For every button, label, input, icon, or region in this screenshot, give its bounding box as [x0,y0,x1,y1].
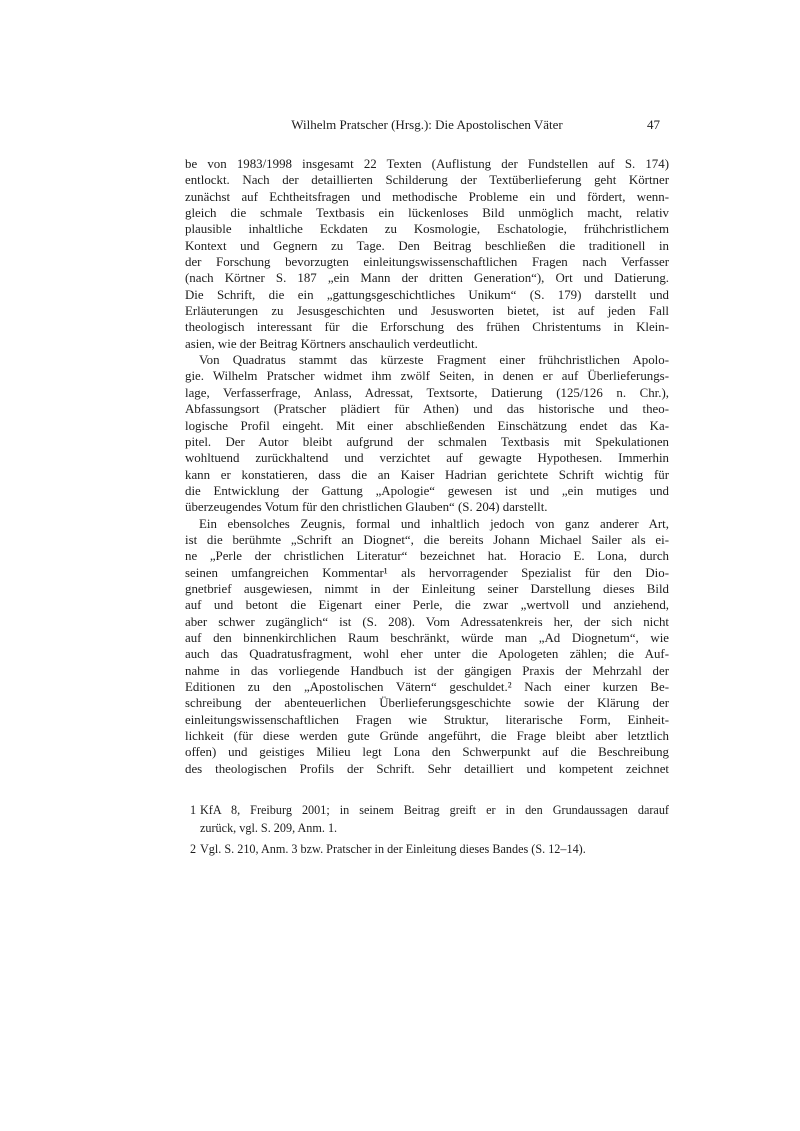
text-line: des theologischen Profils der Schrift. Sehr detailliert und kompetent zeichnet [185,761,669,776]
text-block [185,117,669,858]
footnote [185,801,669,837]
running-title: Wilhelm Pratscher (Hrsg.): Die Apostolischen Väter [291,117,563,132]
text-line: Editionen zu den „Apostolischen Vätern“ geschuldet.² Nach einer kurzen Be- [185,680,669,694]
text-line: auch das Quadratusfragment, wohl eher unter die Apologeten zählen; die Auf- [185,647,669,662]
text-line: gie. Wilhelm Pratscher widmet ihm zwölf Seiten, in denen er auf Überlieferungs- [185,369,669,384]
text-line: wohltuend zurückhaltend und verzichtet auf gewagte Hypothesen. Immerhin [185,451,669,466]
footnote-text [200,801,669,837]
text-line: die Entwicklung der Gattung „Apologie“ gewesen ist und „ein mutiges und [185,483,669,498]
text-line: be von 1983/1998 insgesamt 22 Texten (Auflistung der Fundstellen auf S. 174) [185,157,669,171]
paragraph [185,156,669,352]
footnote-line: Vgl. S. 210, Anm. 3 bzw. Pratscher in der Einleitung dieses Bandes (S. 12–14). [200,842,586,857]
footnote-marker: 1 [190,803,197,818]
text-line: einleitungswissenschaftlichen Fragen wie Struktur, literarische Form, Einheit- [185,712,669,727]
text-line: logische Profil eingeht. Mit einer abschließenden Einschätzung endet das Ka- [185,418,669,433]
footnote-marker: 2 [190,842,197,857]
text-line: auf und betont die Eigenart einer Perle, die zwar „wertvoll und anziehend, [185,598,669,613]
text-line: gnetbrief ausgewiesen, nimmt in der Einleitung seiner Darstellung dieses Bild [185,581,669,596]
footnote-text [200,840,669,858]
text-line: Von Quadratus stammt das kürzeste Fragment einer frühchristlichen Apolo- [199,353,669,368]
text-line: pitel. Der Autor bleibt aufgrund der schmalen Textbasis mit Spekulationen [185,434,669,449]
text-line: überzeugendes Votum für den christlichen Glauben“ (S. 204) darstellt. [185,500,548,515]
page-header [185,117,669,133]
text-line: offen) und geistiges Milieu legt Lona den Schwerpunkt auf die Beschreibung [185,745,669,760]
text-line: (nach Körtner S. 187 „ein Mann der dritten Generation“), Ort und Datierung. [185,271,669,286]
text-line: asien, wie der Beitrag Körtners anschaulich verdeutlicht. [185,336,478,351]
text-line: kann er konstatieren, dass die an Kaiser Hadrian gerichtete Schrift wichtig für [185,467,669,482]
footnote [185,840,669,858]
text-line: der Forschung bevorzugten einleitungswissenschaftlichen Fragen nach Verfasser [185,255,669,270]
text-line: plausible inhaltliche Eckdaten zu Kosmologie, Eschatologie, frühchristlichem [185,222,669,237]
footnotes [185,801,669,858]
text-line: lage, Verfasserfrage, Anlass, Adressat, Textsorte, Datierung (125/126 n. Chr.), [185,385,669,400]
text-line: gleich die schmale Textbasis ein lückenloses Bild unmöglich macht, relativ [185,206,669,221]
text-line: nahme in das vorliegende Handbuch ist der gängigen Praxis der Mehrzahl der [185,663,669,678]
body-text [185,156,669,777]
text-line: seinen umfangreichen Kommentar¹ als hervorragender Spezialist für den Dio- [185,565,669,580]
paragraph [185,352,669,515]
text-line: ist die berühmte „Schrift an Diognet“, die bereits Johann Michael Sailer als ei- [185,532,669,547]
text-line: ne „Perle der christlichen Literatur“ bezeichnet hat. Horacio E. Lona, durch [185,549,669,564]
paragraph [185,516,669,778]
text-line: lichkeit (für diese werden gute Gründe angeführt, die Frage bleibt aber letztlich [185,729,669,744]
text-line: schreibung der abenteuerlichen Überlieferungsgeschichte sowie der Klärung der [185,696,669,711]
text-line: theologisch interessant für die Erforschung des frühen Christentums in Klein- [185,320,669,335]
text-line: Erläuterungen zu Jesusgeschichten und Jesusworten bietet, ist auf jeden Fall [185,304,669,319]
footnote-line: KfA 8, Freiburg 2001; in seinem Beitrag greift er in den Grundaussagen darauf [200,803,669,818]
text-line: Kontext und Gegnern zu Tage. Den Beitrag beschließen die traditionell in [185,238,669,253]
text-line: entlockt. Nach der detaillierten Schilderung der Textüberlieferung geht Körtner [185,173,669,188]
text-line: Abfassungsort (Pratscher plädiert für Athen) und das historische und theo- [185,402,669,417]
footnote-line: zurück, vgl. S. 209, Anm. 1. [200,821,338,836]
text-line: Ein ebensolches Zeugnis, formal und inhaltlich jedoch von ganz anderer Art, [199,516,669,531]
text-line: aber schwer zugänglich“ ist (S. 208). Vom Adressatenkreis her, der sich nicht [185,614,669,629]
page-number: 47 [647,117,660,132]
text-line: auf den binnenkirchlichen Raum beschränkt, würde man „Ad Diognetum“, wie [185,630,669,645]
text-line: Die Schrift, die ein „gattungsgeschichtliches Unikum“ (S. 179) darstellt und [185,287,669,302]
text-line: zunächst auf Echtheitsfragen und methodische Probleme ein und fördert, wenn- [185,189,669,204]
